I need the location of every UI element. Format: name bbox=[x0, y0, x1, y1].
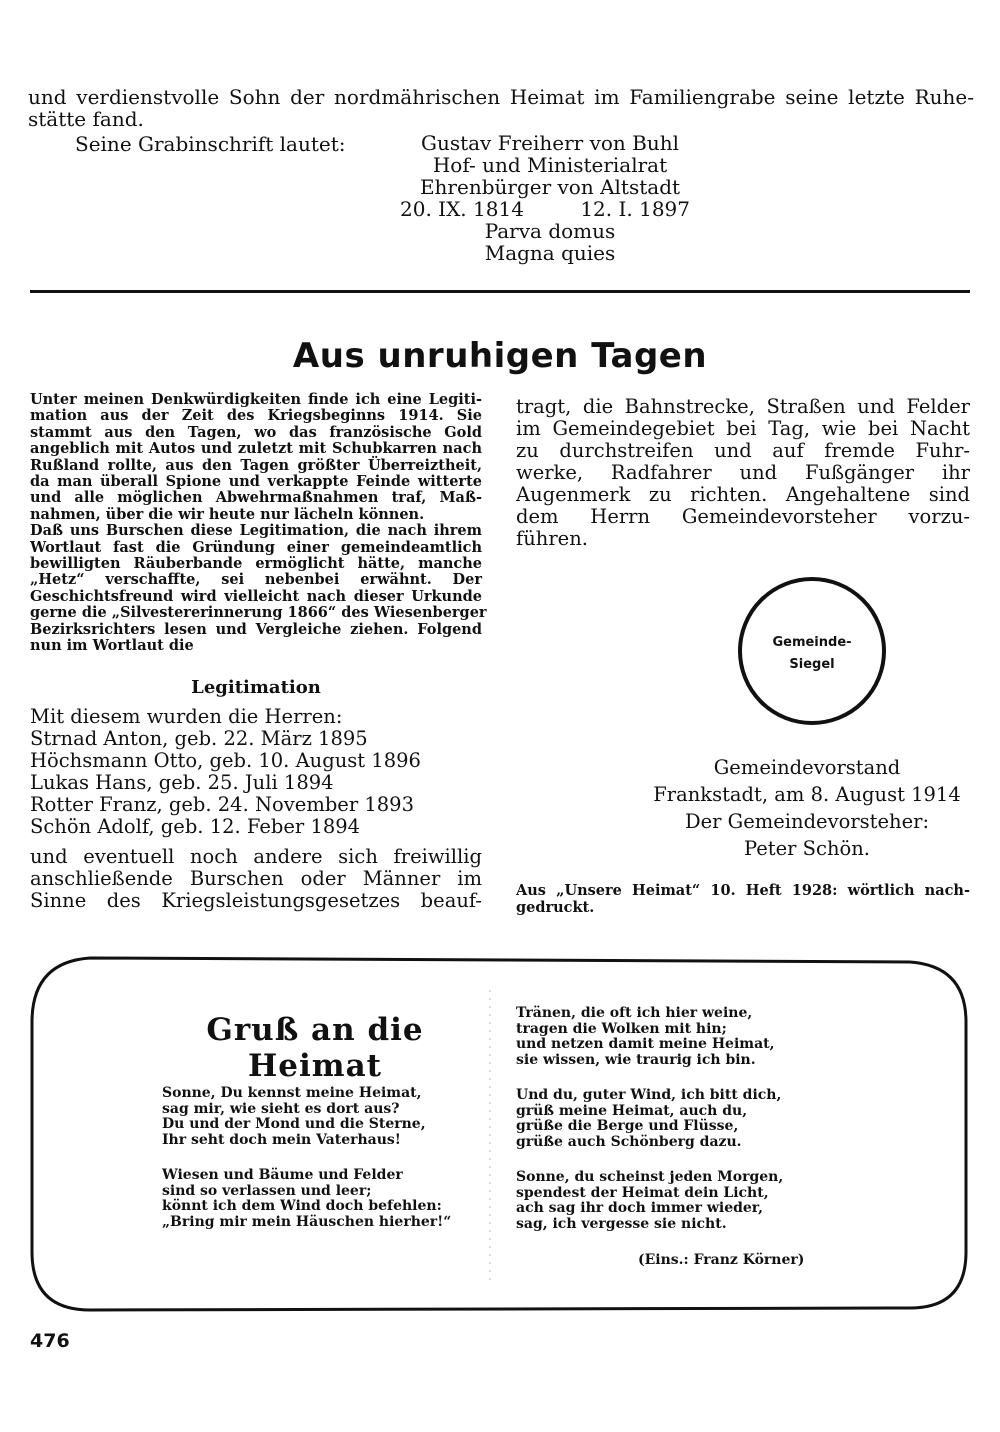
poem-line: sag, ich vergesse sie nicht. bbox=[516, 1216, 727, 1233]
article-line: und alle möglichen Abwehrmaßnahmen traf, Maß- bbox=[30, 489, 482, 507]
epitaph-died: 12. I. 1897 bbox=[580, 197, 690, 221]
legitimation-name: Schön Adolf, geb. 12. Feber 1894 bbox=[30, 815, 361, 838]
signature-line: Frankstadt, am 8. August 1914 bbox=[653, 783, 961, 806]
poem-stanza bbox=[162, 1168, 451, 1231]
legitimation-continuation bbox=[30, 846, 482, 912]
article-line: da man überall Spione und verkappte Feinde witterte bbox=[30, 473, 482, 491]
poem-stanza bbox=[516, 1006, 775, 1069]
article-line: und eventuell noch andere sich freiwillig bbox=[30, 845, 482, 868]
poem-line: und netzen damit meine Heimat, bbox=[516, 1036, 775, 1053]
poem-credit: (Eins.: Franz Körner) bbox=[638, 1252, 805, 1268]
poem-line: Ihr seht doch mein Vaterhaus! bbox=[162, 1132, 401, 1149]
poem-line: grüß meine Heimat, auch du, bbox=[516, 1102, 748, 1119]
signature-line: Gemeindevorstand bbox=[713, 756, 901, 779]
poem-line: tragen die Wolken mit hin; bbox=[516, 1020, 727, 1037]
legitimation-name: Strnad Anton, geb. 22. März 1895 bbox=[30, 727, 368, 750]
poem-stanza bbox=[516, 1170, 783, 1233]
poem-line: grüße die Berge und Flüsse, bbox=[516, 1118, 739, 1135]
poem-line: ach sag ihr doch immer wieder, bbox=[516, 1200, 764, 1217]
poem-line: sag mir, wie sieht es dort aus? bbox=[162, 1100, 400, 1117]
article-line: tragt, die Bahnstrecke, Straßen und Felder bbox=[516, 395, 970, 418]
municipal-seal-text bbox=[742, 632, 882, 676]
article-headline: Aus unruhigen Tagen bbox=[292, 336, 708, 376]
epitaph-dates bbox=[400, 198, 700, 220]
intro-line: stätte fand. bbox=[28, 107, 144, 131]
article-line: Augenmerk zu richten. Angehaltene sind bbox=[516, 483, 970, 506]
poem-line: Sonne, du scheinst jeden Morgen, bbox=[516, 1169, 784, 1185]
poem-line: Du und der Mond und die Sterne, bbox=[162, 1116, 426, 1133]
poem-stanza bbox=[162, 1086, 426, 1149]
poem-line: „Bring mir mein Häuschen hierher!“ bbox=[162, 1214, 452, 1231]
poem-line: Tränen, die oft ich hier weine, bbox=[516, 1005, 753, 1021]
epitaph-honor: Ehrenbürger von Altstadt bbox=[419, 175, 681, 199]
article-line: Wortlaut fast die Gründung einer gemeindeamtlich bbox=[30, 538, 482, 556]
poem-line: sind so verlassen und leer; bbox=[162, 1182, 372, 1199]
epitaph-born: 20. IX. 1814 bbox=[400, 197, 524, 221]
legitimation-name: Höchsmann Otto, geb. 10. August 1896 bbox=[30, 749, 421, 772]
page-number: 476 bbox=[30, 1330, 70, 1352]
epitaph-latin-2: Magna quies bbox=[484, 241, 616, 265]
legitimation-title: Legitimation bbox=[191, 677, 321, 698]
poem-line: Und du, guter Wind, ich bitt dich, bbox=[516, 1087, 782, 1103]
source-note bbox=[516, 882, 970, 916]
article-line: anschließende Burschen oder Männer im bbox=[30, 867, 482, 890]
article-line: bewilligten Räuberbande ermöglicht hätte, manche bbox=[30, 555, 482, 573]
article-line: Bezirksrichters lesen und Vergleiche ziehen. Folgend bbox=[30, 620, 482, 638]
poem-line: Sonne, Du kennst meine Heimat, bbox=[162, 1085, 422, 1101]
article-line: nahmen, über die wir heute nur lächeln können. bbox=[30, 505, 425, 523]
poem-line: spendest der Heimat dein Licht, bbox=[516, 1184, 769, 1201]
intro-line: und verdienstvolle Sohn der nordmährischen Heimat im Familiengrabe seine letzte Ruhe- bbox=[28, 85, 974, 109]
article-line: Rußland rollte, aus den Tagen größter Überreiztheit, bbox=[30, 456, 482, 474]
article-line: mation aus der Zeit des Kriegsbeginns 1914. Sie bbox=[30, 407, 482, 425]
article-line: stammt aus den Tagen, wo das französische Gold bbox=[30, 423, 482, 441]
article-line: angeblich mit Autos und zuletzt mit Schubkarren nach bbox=[30, 440, 482, 458]
epitaph-inscription bbox=[400, 132, 700, 264]
article-line: im Gemeindegebiet bei Tag, wie bei Nacht bbox=[516, 417, 970, 440]
seal-line: Siegel bbox=[789, 657, 835, 672]
poem-line: könnt ich dem Wind doch befehlen: bbox=[162, 1198, 442, 1215]
epitaph-title: Hof- und Ministerialrat bbox=[432, 153, 668, 177]
article-line: Daß uns Burschen diese Legitimation, die nach ihrem bbox=[30, 522, 482, 540]
poem-line: sie wissen, wie traurig ich bin. bbox=[516, 1052, 756, 1069]
epitaph-latin-1: Parva domus bbox=[484, 219, 616, 243]
poem-stanza bbox=[516, 1088, 781, 1151]
article-line: Unter meinen Denkwürdigkeiten finde ich eine Legiti- bbox=[30, 391, 482, 408]
article-line: werke, Radfahrer und Fußgänger ihr bbox=[516, 461, 970, 484]
section-divider bbox=[30, 290, 970, 293]
article-line: nun im Wortlaut die bbox=[30, 637, 194, 655]
signature-line: Der Gemeindevorsteher: bbox=[684, 810, 930, 833]
signature-line: Peter Schön. bbox=[743, 837, 871, 860]
article-line: „Hetz“ verschaffte, sei nebenbei erwähnt. Der bbox=[30, 571, 482, 589]
legitimation-intro: Mit diesem wurden die Herren: bbox=[30, 705, 343, 728]
signature-block bbox=[640, 754, 974, 862]
seal-line: Gemeinde- bbox=[772, 635, 852, 650]
legitimation-name: Rotter Franz, geb. 24. November 1893 bbox=[30, 793, 414, 816]
poem-title: Gruß an die Heimat bbox=[206, 1012, 424, 1084]
article-left-column bbox=[30, 391, 487, 655]
epitaph-name: Gustav Freiherr von Buhl bbox=[420, 131, 680, 155]
legitimation-names bbox=[30, 706, 421, 838]
article-line: dem Herrn Gemeindevorsteher vorzu- bbox=[516, 505, 970, 528]
source-line: Aus „Unsere Heimat“ 10. Heft 1928: wörtlich nach- bbox=[516, 882, 970, 899]
article-line: Sinne des Kriegsleistungsgesetzes beauf- bbox=[30, 889, 482, 912]
poem-line: grüße auch Schönberg dazu. bbox=[516, 1134, 742, 1151]
epitaph-label: Seine Grabinschrift lautet: bbox=[75, 132, 346, 156]
intro-paragraph bbox=[28, 86, 974, 130]
article-line: gerne die „Silvestererinnerung 1866“ des Wiesenberger bbox=[30, 604, 487, 622]
poem-line: Wiesen und Bäume und Felder bbox=[162, 1167, 403, 1183]
legitimation-name: Lukas Hans, geb. 25. Juli 1894 bbox=[30, 771, 334, 794]
source-line: gedruckt. bbox=[516, 899, 595, 916]
article-line: Geschichtsfreund wird vielleicht nach dieser Urkunde bbox=[30, 587, 482, 605]
article-line: zu durchstreifen und auf fremde Fuhr- bbox=[516, 439, 970, 462]
article-right-column bbox=[516, 396, 970, 550]
article-line: führen. bbox=[516, 527, 588, 550]
